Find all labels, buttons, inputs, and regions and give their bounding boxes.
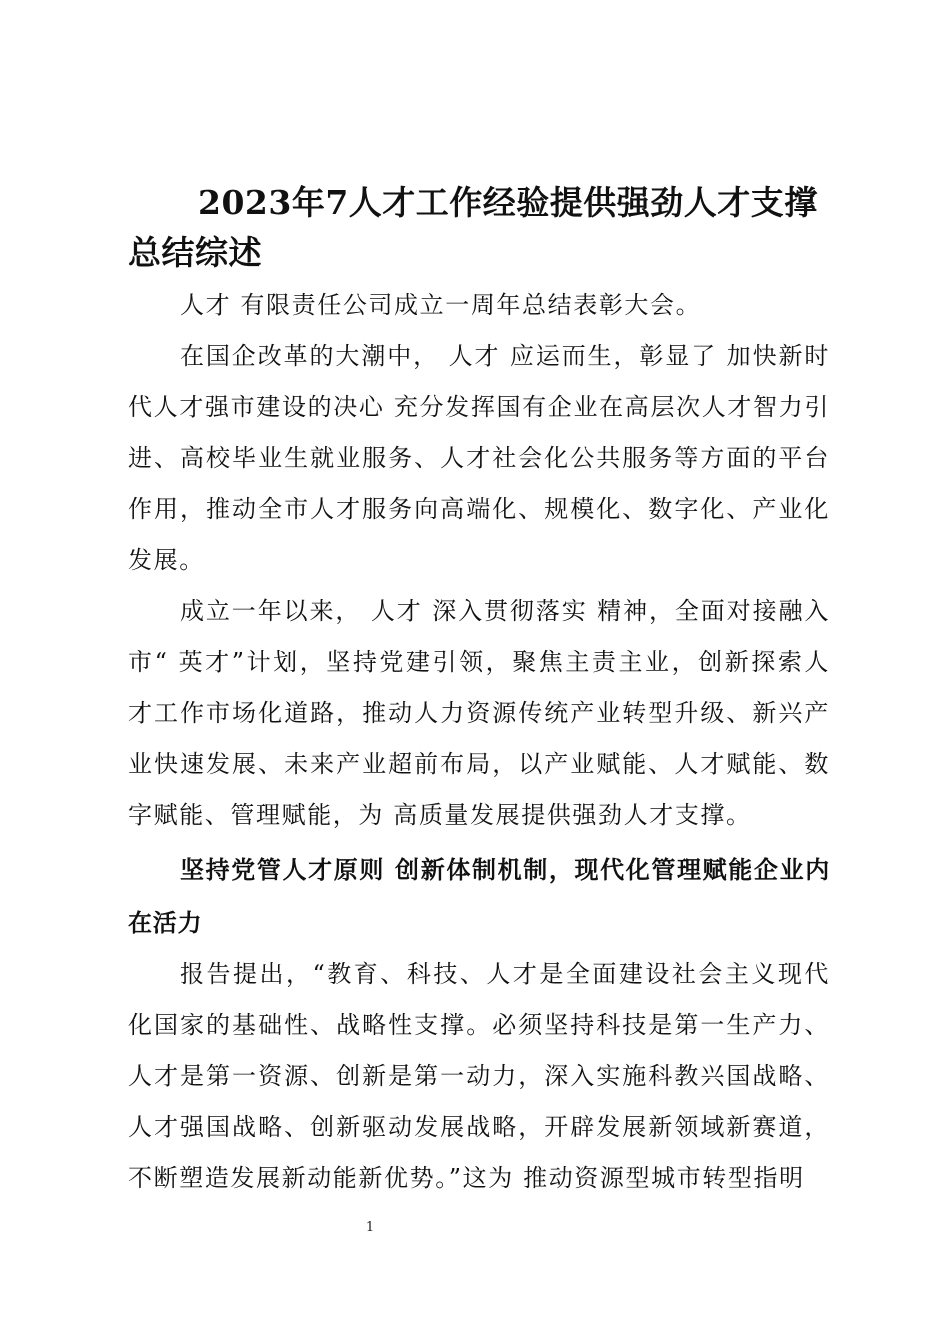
page-number: 1	[365, 1220, 375, 1235]
document-body	[128, 280, 830, 1204]
paragraph-achievements: 成立一年以来， 人才 深入贯彻落实 精神，全面对接融入 市“ 英才”计划，坚持党建引领，聚焦主责主业，创新探索人才工作市场化道路，推动人力资源传统产业转型升级、新兴产业快速发展、未来产业超前布局，以产业赋能、人才赋能、数字赋能、管理赋能，为 高质量发展提供强劲人才支撑。	[128, 597, 830, 829]
section-heading: 坚持党管人才原则 创新体制机制，现代化管理赋能企业内在活力	[128, 855, 830, 937]
document-title: 2023年7人才工作经验提供强劲人才支撑总结综述	[128, 183, 818, 272]
paragraph-background: 在国企改革的大潮中， 人才 应运而生，彰显了 加快新时代人才强市建设的决心 充分发挥国有企业在高层次人才智力引进、高校毕业生就业服务、人才社会化公共服务等方面的平台作用，推动全市人才服务向高端化、规模化、数字化、产业化发展。	[128, 342, 830, 574]
paragraph-report: 报告提出，“教育、科技、人才是全面建设社会主义现代化国家的基础性、战略性支撑。必须坚持科技是第一生产力、人才是第一资源、创新是第一动力，深入实施科教兴国战略、人才强国战略、创新驱动发展战略，开辟发展新领域新赛道，不断塑造发展新动能新优势。”这为 推动资源型城市转型指明	[128, 960, 830, 1192]
paragraph-intro: 人才 有限责任公司成立一周年总结表彰大会。	[180, 291, 702, 319]
